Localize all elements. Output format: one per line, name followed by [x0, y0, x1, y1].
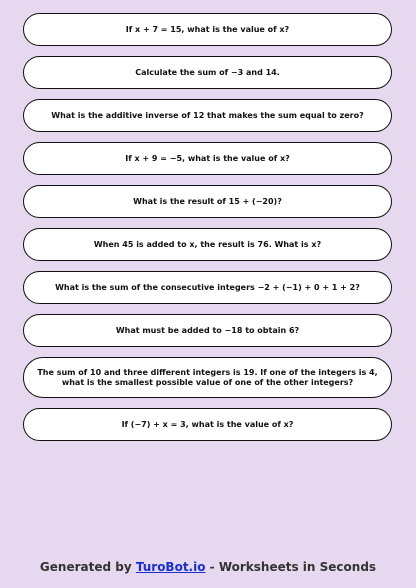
question-text: What is the sum of the consecutive integers −2 + (−1) + 0 + 1 + 2? — [55, 282, 360, 292]
question-text: What is the result of 15 + (−20)? — [133, 196, 282, 206]
question-text: If x + 9 = −5, what is the value of x? — [125, 153, 290, 163]
question-text: What must be added to −18 to obtain 6? — [115, 325, 300, 335]
question-card-5[interactable] — [23, 185, 392, 218]
question-text: If (−7) + x = 3, what is the value of x? — [121, 419, 294, 429]
question-text: When 45 is added to x, the result is 76. What is x? — [93, 239, 322, 249]
question-card-1[interactable] — [23, 13, 392, 46]
question-card-9[interactable] — [23, 357, 392, 398]
question-card-4[interactable] — [23, 142, 392, 175]
question-text: The sum of 10 and three different integers is 19. If one of the integers is 4, what is the smallest possible value of one of the other integers? — [37, 367, 378, 387]
question-text: If x + 7 = 15, what is the value of x? — [125, 24, 290, 34]
question-card-7[interactable] — [23, 271, 392, 304]
question-card-10[interactable] — [23, 408, 392, 441]
question-text: Calculate the sum of −3 and 14. — [135, 67, 280, 77]
question-list — [23, 13, 392, 451]
footer-suffix: - Worksheets in Seconds — [209, 560, 377, 574]
turobot-link[interactable]: TuroBot.io — [135, 560, 206, 574]
question-card-6[interactable] — [23, 228, 392, 261]
question-card-3[interactable] — [23, 99, 392, 132]
question-text: What is the additive inverse of 12 that makes the sum equal to zero? — [51, 110, 364, 120]
footer — [0, 560, 416, 574]
footer-prefix: Generated by — [39, 560, 132, 574]
question-card-8[interactable] — [23, 314, 392, 347]
question-card-2[interactable] — [23, 56, 392, 89]
